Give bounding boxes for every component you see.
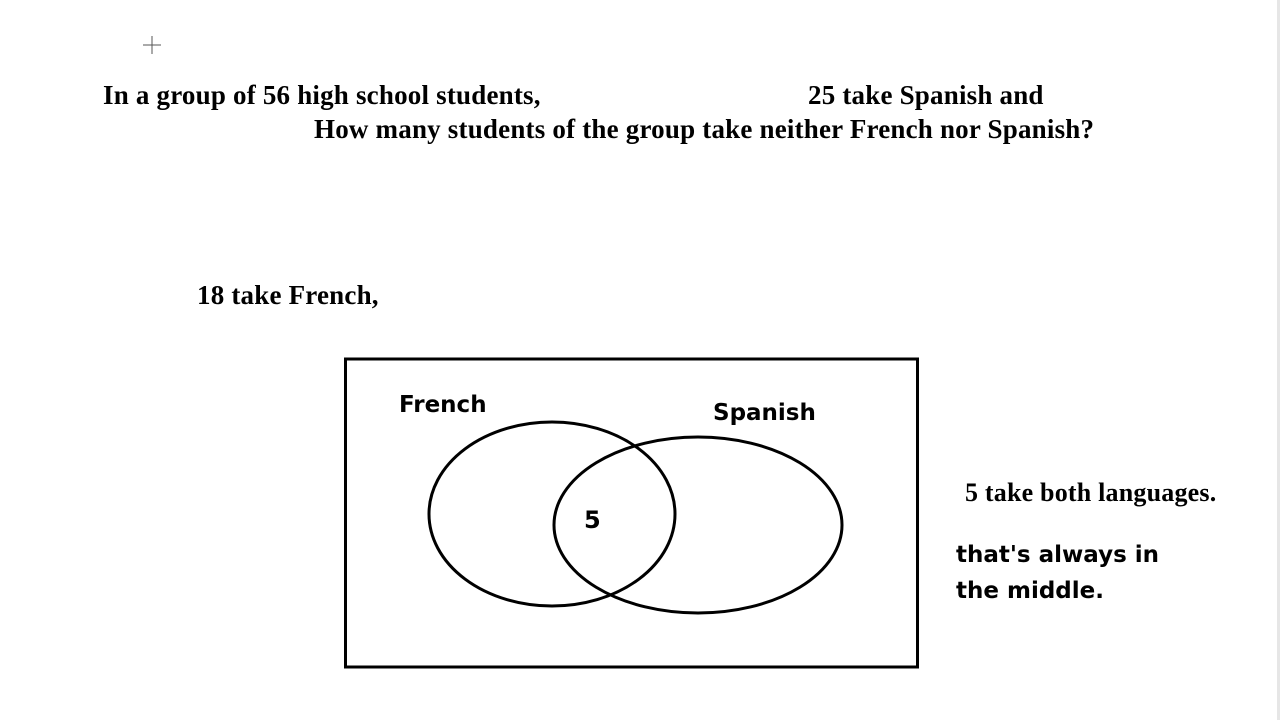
french-label: French <box>399 392 487 418</box>
spanish-label: Spanish <box>713 400 816 426</box>
french-circle <box>429 422 675 606</box>
problem-question: How many students of the group take neither French nor Spanish? <box>314 114 1095 144</box>
both-languages-note: 5 take both languages. <box>965 478 1217 507</box>
middle-note-line2: the middle. <box>956 578 1104 604</box>
problem-text-part2: 25 take Spanish and <box>808 80 1044 110</box>
french-fact: 18 take French, <box>197 280 379 310</box>
middle-note-line1: that's always in <box>956 542 1160 568</box>
intersection-value: 5 <box>584 506 601 534</box>
problem-text-part1: In a group of 56 high school students, <box>103 80 541 110</box>
